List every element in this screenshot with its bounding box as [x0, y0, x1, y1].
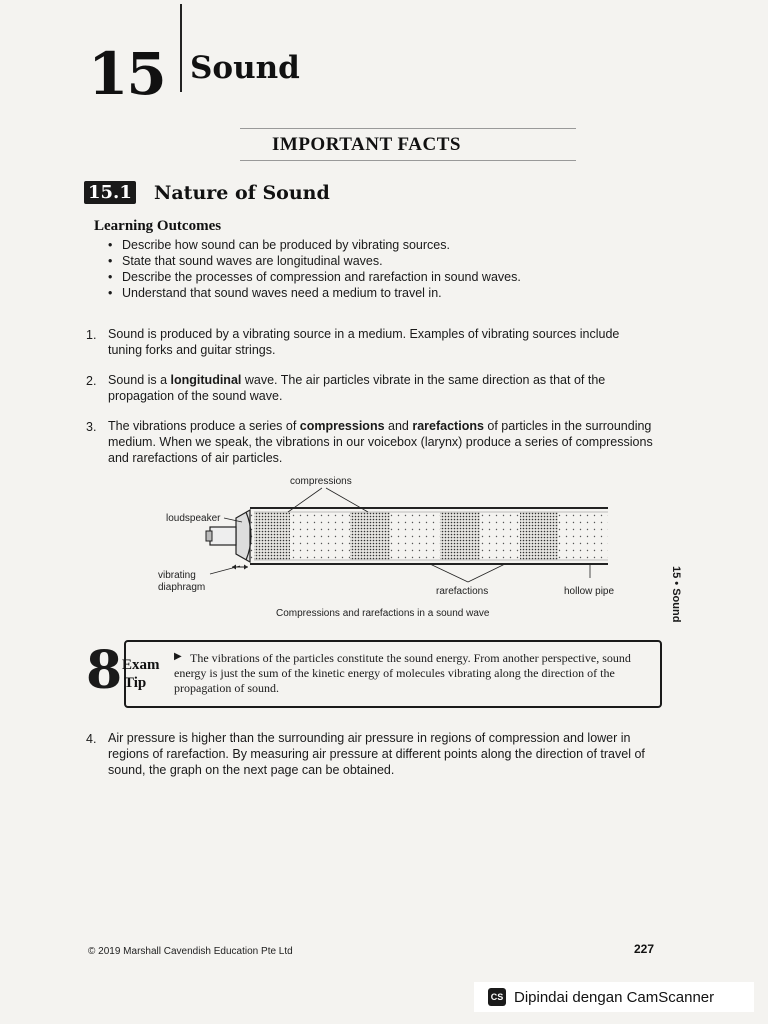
chapter-side-tab: 15 • Sound	[670, 566, 682, 623]
camscanner-icon: CS	[488, 988, 506, 1006]
point-1	[86, 326, 656, 360]
compression-region	[440, 512, 480, 560]
camscanner-watermark	[474, 982, 754, 1012]
learning-outcomes-list	[108, 237, 521, 301]
loudspeaker-back	[206, 531, 212, 541]
keyword-longitudinal: longitudinal	[170, 373, 242, 387]
important-facts-banner: IMPORTANT FACTS	[272, 134, 461, 155]
diagram-caption: Compressions and rarefactions in a sound wave	[276, 608, 490, 619]
sound-wave-diagram	[150, 470, 630, 620]
point-text: Air pressure is higher than the surrounding air pressure in regions of compression and lower in regions of rarefaction. By measuring air pressure at different points along the direction of travel of sound, the graph on the next page can be obtained.	[108, 731, 645, 777]
section-number-badge: 15.1	[84, 181, 136, 204]
exam-tip-text: The vibrations of the particles constitute the sound energy. From another perspective, sound energy is just the sum of the kinetic energy of molecules vibrating along the direction of the propagation of sound.	[174, 651, 631, 695]
banner-rule-bottom	[240, 160, 576, 161]
learning-outcome-item: • Describe the processes of compression and rarefaction in sound waves.	[108, 269, 521, 285]
keyword-compressions: compressions	[299, 419, 385, 433]
point-text: Sound is a longitudinal wave. The air particles vibrate in the same direction as that of the propagation of the sound wave.	[108, 373, 606, 403]
point-number: 4.	[86, 732, 97, 746]
point-2	[86, 372, 656, 406]
point-text: The vibrations produce a series of compressions and rarefactions of particles in the surrounding medium. When we speak, the vibrations in our voicebox (larynx) produce a series of compressions and rarefactions of air particles.	[108, 419, 653, 465]
point-text: Sound is produced by a vibrating source in a medium. Examples of vibrating sources include tuning forks and guitar strings.	[108, 327, 620, 357]
exam-tip-icon: 8	[86, 640, 123, 701]
exam-tip-word-tip: Tip	[124, 675, 147, 691]
label-compressions: compressions	[290, 476, 352, 487]
point-number: 1.	[86, 328, 97, 342]
learning-outcomes-heading: Learning Outcomes	[94, 218, 222, 234]
learning-outcome-item: • Understand that sound waves need a medium to travel in.	[108, 285, 521, 301]
camscanner-text: Dipindai dengan CamScanner	[514, 988, 715, 1006]
chapter-number: 15	[88, 40, 165, 108]
label-vibrating: vibrating	[158, 570, 196, 581]
keyword-rarefactions: rarefactions	[412, 419, 484, 433]
exam-tip-logo	[86, 640, 176, 702]
point-number: 3.	[86, 420, 97, 434]
label-loudspeaker: loudspeaker	[166, 513, 221, 524]
loudspeaker-magnet	[210, 527, 236, 545]
compression-region	[520, 512, 558, 560]
chapter-title: Sound	[190, 50, 300, 86]
banner-rule-top	[240, 128, 576, 129]
point-4	[86, 730, 656, 780]
compression-region	[350, 512, 390, 560]
learning-outcome-item: • Describe how sound can be produced by vibrating sources.	[108, 237, 521, 253]
page-number: 227	[634, 942, 655, 956]
triangle-arrow-icon: ▶	[174, 651, 182, 662]
point-3	[86, 418, 656, 468]
label-hollow-pipe: hollow pipe	[564, 586, 615, 597]
compression-region	[254, 512, 290, 560]
label-rarefactions: rarefactions	[436, 586, 489, 597]
learning-outcome-item: • State that sound waves are longitudinal waves.	[108, 253, 521, 269]
point-number: 2.	[86, 374, 97, 388]
label-diaphragm: diaphragm	[158, 582, 206, 593]
copyright-footer: © 2019 Marshall Cavendish Education Pte Ltd	[88, 946, 293, 957]
exam-tip-word-exam: Exam	[122, 657, 160, 673]
section-title: Nature of Sound	[154, 182, 330, 204]
chapter-divider	[180, 4, 182, 92]
